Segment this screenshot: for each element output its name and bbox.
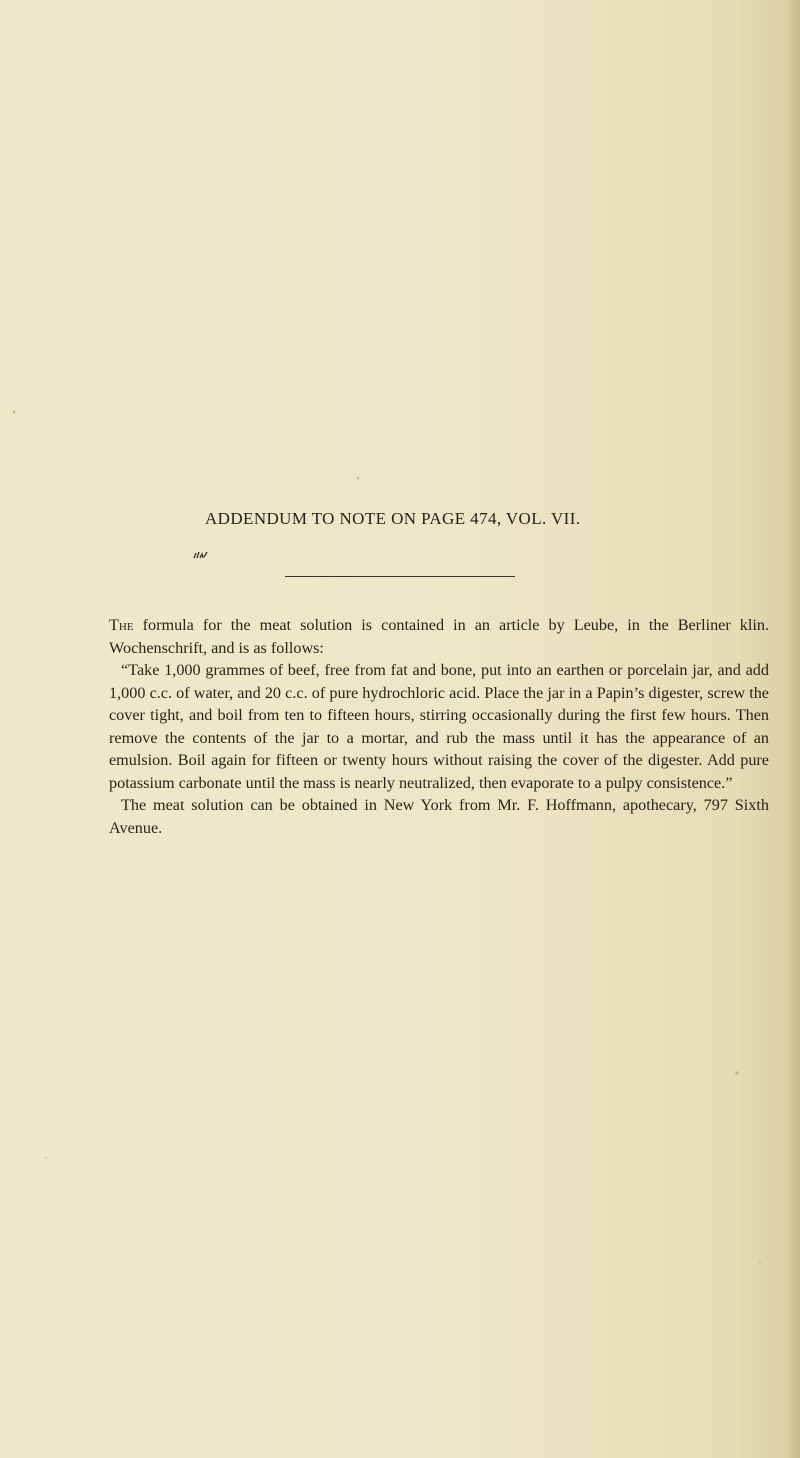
paragraph bbox=[109, 659, 769, 794]
paragraph-text: formula for the meat solution is contained in an article by Leube, in the Berliner klin. Wochenschrift, and is as follows: bbox=[109, 616, 769, 657]
paragraph bbox=[109, 794, 769, 839]
paragraph-lead: The bbox=[109, 616, 134, 634]
paragraph-text: The meat solution can be obtained in New York from Mr. F. Hoffmann, apothecary, 797 Sixth Avenue. bbox=[109, 796, 769, 837]
page-heading: ADDENDUM TO NOTE ON PAGE 474, VOL. VII. bbox=[205, 509, 581, 528]
heading-rule bbox=[285, 576, 515, 577]
body-text bbox=[109, 614, 769, 839]
ink-mark bbox=[193, 550, 209, 563]
paragraph bbox=[109, 614, 769, 659]
paragraph-text: “Take 1,000 grammes of beef, free from fat and bone, put into an earthen or porcelain jar, and add 1,000 c.c. of water, and 20 c.c. of pure hydrochloric acid. Place the jar in a Papin’s digester, screw the cover tight, and boil from ten to fifteen hours, stirring occasionally during the first few hours. Then remove the contents of the jar to a mortar, and rub the mass until it has the appearance of an emulsion. Boil again for fifteen or twenty hours without raising the cover of the digester. Add pure potassium carbonate until the mass is nearly neutralized, then evaporate to a pulpy consistence.” bbox=[109, 661, 769, 792]
